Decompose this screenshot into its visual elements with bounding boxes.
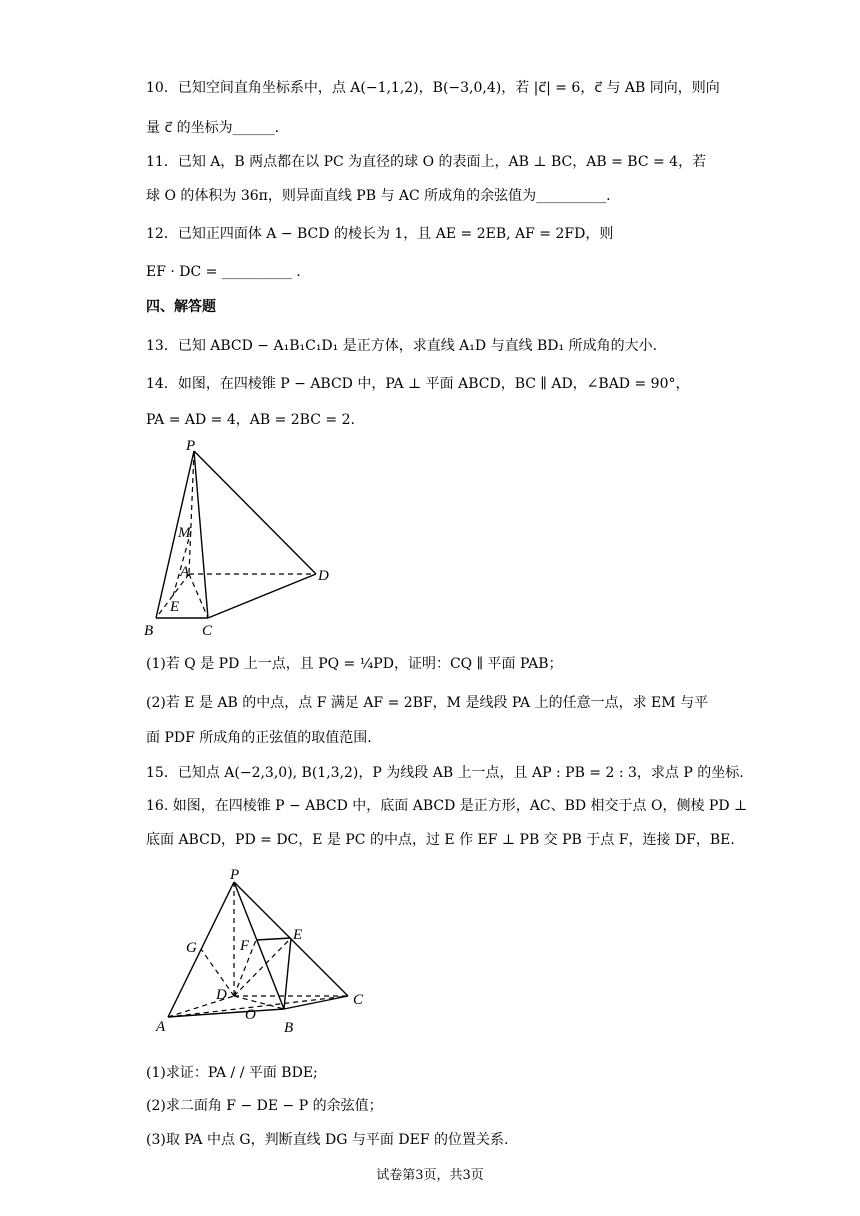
q16-part1: (1)求证：PA / / 平面 BDE; bbox=[146, 1065, 318, 1081]
segment-FE bbox=[256, 938, 291, 940]
q14-part2-line1: (2)若 E 是 AB 的中点，点 F 满足 AF = 2BF，M 是线段 PA 上的任意一点，求 EM 与平 bbox=[146, 695, 709, 711]
q13-text: 13．已知 ABCD − A₁B₁C₁D₁ 是正方体，求直线 A₁D 与直线 BD₁ 所成角的大小. bbox=[146, 338, 658, 354]
q14-part2-line2: 面 PDF 所成角的正弦值的取值范围. bbox=[146, 730, 372, 746]
label-P: P bbox=[230, 867, 240, 883]
q11-line1: 11．已知 A，B 两点都在以 PC 为直径的球 O 的表面上，AB ⊥ BC，AB = BC = 4，若 bbox=[146, 154, 707, 170]
q16-line1: 16. 如图，在四棱锥 P − ABCD 中，底面 ABCD 是正方形，AC、BD 相交于点 O，侧棱 PD ⊥ bbox=[146, 798, 748, 814]
q16-line2: 底面 ABCD，PD = DC，E 是 PC 的中点，过 E 作 EF ⊥ PB 交 PB 于点 F，连接 DF，BE. bbox=[146, 832, 735, 848]
q14-line1: 14．如图，在四棱锥 P − ABCD 中，PA ⊥ 平面 ABCD，BC ∥ AD，∠BAD = 90°， bbox=[146, 376, 690, 392]
q11-line2: 球 O 的体积为 36π，则异面直线 PB 与 AC 所成角的余弦值为__________. bbox=[146, 188, 611, 204]
label-A: A bbox=[156, 1019, 166, 1035]
q10-line1: 10．已知空间直角坐标系中，点 A(−1,1,2)，B(−3,0,4)，若 |c⃗| = 6，c⃗ 与 AB 同向，则向 bbox=[146, 80, 720, 96]
segment-BE bbox=[284, 938, 291, 1009]
page-footer: 试卷第3页，共3页 bbox=[376, 1168, 484, 1183]
label-A: A bbox=[180, 564, 190, 580]
section-heading: 四、解答题 bbox=[146, 299, 216, 315]
q12-line1: 12．已知正四面体 A − BCD 的棱长为 1，且 AE = 2EB, AF = 2FD，则 bbox=[146, 226, 614, 242]
label-M: M bbox=[178, 525, 191, 541]
diag-AC bbox=[168, 996, 348, 1017]
label-G: G bbox=[186, 940, 197, 956]
q14-part1: (1)若 Q 是 PD 上一点，且 PQ = ¼PD，证明：CQ ∥ 平面 PAB； bbox=[146, 656, 563, 672]
q16-part2: (2)求二面角 F − DE − P 的余弦值； bbox=[146, 1098, 383, 1114]
label-B: B bbox=[284, 1020, 294, 1036]
edge-PD bbox=[194, 451, 316, 574]
edge-CD bbox=[208, 574, 316, 618]
figure-pyramid-1 bbox=[140, 434, 340, 644]
label-B: B bbox=[144, 623, 154, 639]
q15-text: 15．已知点 A(−2,3,0), B(1,3,2)，P 为线段 AB 上一点，且 AP : PB = 2 : 3，求点 P 的坐标. bbox=[146, 765, 744, 781]
diag-BD bbox=[234, 996, 284, 1009]
label-C: C bbox=[353, 992, 364, 1008]
label-D: D bbox=[216, 987, 227, 1003]
label-O: O bbox=[245, 1007, 256, 1023]
figure-pyramid-2 bbox=[150, 866, 380, 1041]
q12-line2: EF · DC = __________ . bbox=[146, 264, 301, 280]
q10-line2: 量 c⃗ 的坐标为______. bbox=[146, 120, 280, 136]
label-E: E bbox=[170, 599, 180, 615]
label-E: E bbox=[293, 927, 303, 943]
label-P: P bbox=[186, 438, 196, 454]
label-F: F bbox=[240, 938, 250, 954]
label-C: C bbox=[202, 623, 213, 639]
edge-PC bbox=[194, 451, 208, 618]
q14-line2: PA = AD = 4，AB = 2BC = 2. bbox=[146, 412, 355, 428]
label-D: D bbox=[318, 568, 329, 584]
q16-part3: (3)取 PA 中点 G，判断直线 DG 与平面 DEF 的位置关系. bbox=[146, 1132, 509, 1148]
